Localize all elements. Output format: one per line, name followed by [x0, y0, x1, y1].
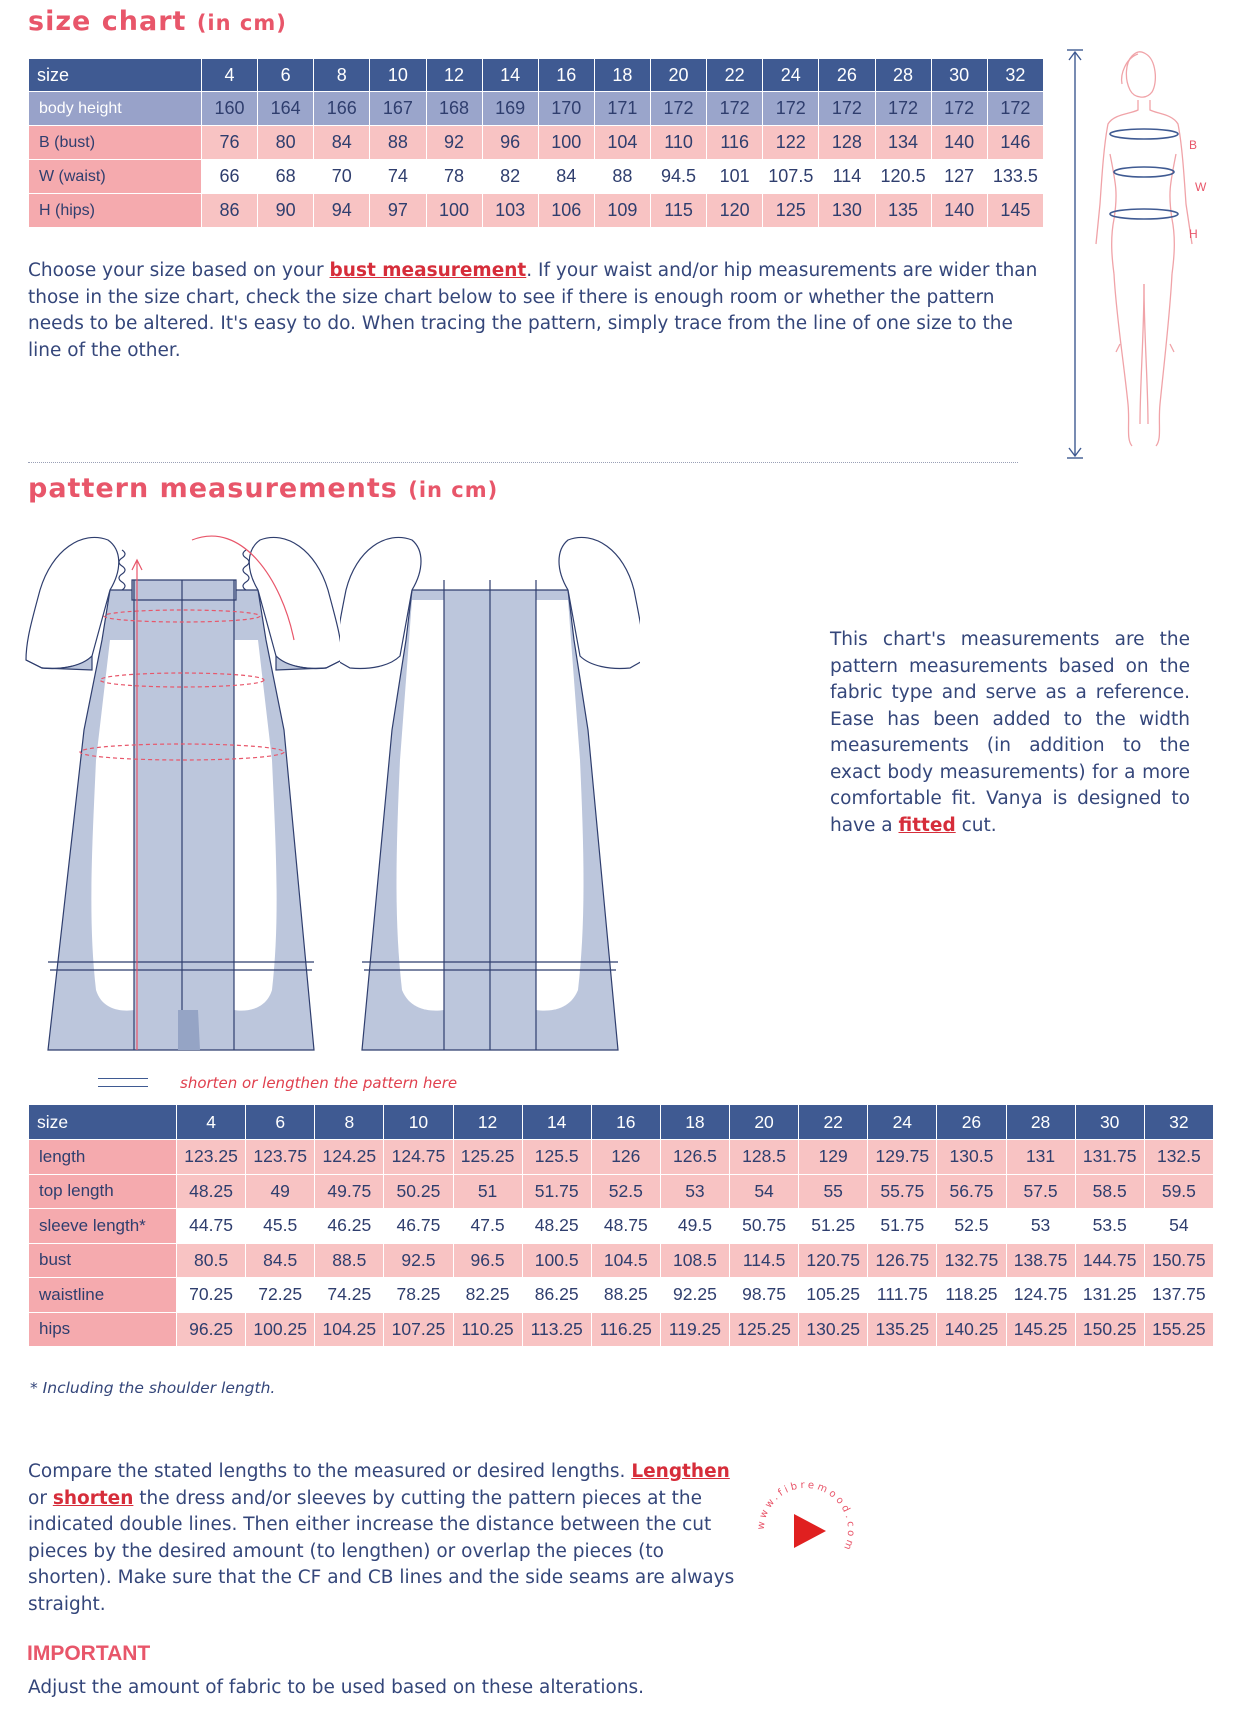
table-cell: 114	[819, 160, 875, 194]
table-cell: 130.5	[937, 1140, 1006, 1175]
table-cell: 135	[875, 194, 931, 228]
table-cell: 53	[660, 1174, 729, 1209]
table-cell: 104	[594, 126, 650, 160]
fitted-link[interactable]: fitted	[898, 814, 956, 836]
row-label: W (waist)	[29, 160, 202, 194]
table-cell: 172	[931, 92, 987, 126]
size-chart-title: size chart (in cm)	[28, 6, 287, 37]
dress-back-illustration	[340, 520, 640, 1060]
pattern-size-4: 4	[177, 1105, 246, 1140]
pattern-row-sleeve-length	[29, 1209, 1214, 1244]
row-label: top length	[29, 1174, 177, 1209]
row-label: body height	[29, 92, 202, 126]
table-cell: 92.5	[384, 1243, 453, 1278]
size-chart-size-32: 32	[987, 59, 1043, 92]
table-cell: 120	[707, 194, 763, 228]
table-cell: 131	[1006, 1140, 1075, 1175]
table-cell: 92.25	[660, 1278, 729, 1313]
table-cell: 98.75	[730, 1278, 799, 1313]
table-cell: 170	[538, 92, 594, 126]
table-cell: 135.25	[868, 1312, 937, 1347]
table-cell: 90	[258, 194, 314, 228]
row-label: bust	[29, 1243, 177, 1278]
table-cell: 51.25	[799, 1209, 868, 1244]
table-cell: 134	[875, 126, 931, 160]
table-cell: 144.75	[1075, 1243, 1144, 1278]
size-chart-size-20: 20	[651, 59, 707, 92]
table-cell: 100	[538, 126, 594, 160]
table-cell: 57.5	[1006, 1174, 1075, 1209]
table-cell: 51	[453, 1174, 522, 1209]
pattern-unit: (in cm)	[408, 478, 499, 502]
table-cell: 114.5	[730, 1243, 799, 1278]
table-cell: 101	[707, 160, 763, 194]
pattern-size-12: 12	[453, 1105, 522, 1140]
size-chart-size-30: 30	[931, 59, 987, 92]
table-cell: 167	[370, 92, 426, 126]
table-cell: 100.5	[522, 1243, 591, 1278]
row-label: length	[29, 1140, 177, 1175]
table-cell: 46.75	[384, 1209, 453, 1244]
pattern-row-top-length	[29, 1174, 1214, 1209]
pattern-row-length	[29, 1140, 1214, 1175]
table-cell: 80.5	[177, 1243, 246, 1278]
table-cell: 70	[314, 160, 370, 194]
table-cell: 44.75	[177, 1209, 246, 1244]
pattern-size-28: 28	[1006, 1105, 1075, 1140]
figure-label-bust: B	[1189, 138, 1198, 152]
table-cell: 122	[763, 126, 819, 160]
table-cell: 125.25	[730, 1312, 799, 1347]
double-line-icon	[98, 1078, 148, 1087]
table-cell: 66	[202, 160, 258, 194]
table-cell: 118.25	[937, 1278, 1006, 1313]
table-cell: 128.5	[730, 1140, 799, 1175]
size-chart-size-22: 22	[707, 59, 763, 92]
pattern-size-32: 32	[1144, 1105, 1213, 1140]
table-cell: 107.25	[384, 1312, 453, 1347]
table-cell: 59.5	[1144, 1174, 1213, 1209]
size-chart-size-24: 24	[763, 59, 819, 92]
table-cell: 76	[202, 126, 258, 160]
table-cell: 47.5	[453, 1209, 522, 1244]
pattern-header-row	[29, 1105, 1214, 1140]
table-cell: 172	[651, 92, 707, 126]
table-cell: 166	[314, 92, 370, 126]
table-cell: 145	[987, 194, 1043, 228]
bust-measurement-link[interactable]: bust measurement	[329, 260, 527, 281]
important-text: Adjust the amount of fabric to be used based on these alterations.	[28, 1677, 645, 1698]
size-chart-row-body-height	[29, 92, 1044, 126]
table-cell: 131.75	[1075, 1140, 1144, 1175]
table-cell: 100.25	[246, 1312, 315, 1347]
table-cell: 107.5	[763, 160, 819, 194]
table-cell: 96.5	[453, 1243, 522, 1278]
table-cell: 51.75	[868, 1209, 937, 1244]
pattern-measurements-table	[28, 1104, 1214, 1347]
table-cell: 86	[202, 194, 258, 228]
row-label: hips	[29, 1312, 177, 1347]
size-chart-row-b-bust	[29, 126, 1044, 160]
table-cell: 128	[819, 126, 875, 160]
table-cell: 82	[482, 160, 538, 194]
table-cell: 124.25	[315, 1140, 384, 1175]
table-cell: 52.5	[937, 1209, 1006, 1244]
table-cell: 45.5	[246, 1209, 315, 1244]
size-chart-size-12: 12	[426, 59, 482, 92]
table-cell: 54	[730, 1174, 799, 1209]
pattern-explanation: This chart's measurements are the pattern measurements based on the fabric type and serve as a reference. Ease has been added to the width measurements (in addition to the exact body measurements) for a more comfortable fit. Vanya is designed to have a fitted cut.	[830, 629, 1190, 836]
size-chart-size-14: 14	[482, 59, 538, 92]
fibremood-logo	[746, 1470, 866, 1590]
measure-lines	[1110, 129, 1178, 219]
table-cell: 116	[707, 126, 763, 160]
table-cell: 94.5	[651, 160, 707, 194]
table-cell: 172	[875, 92, 931, 126]
size-chart-row-h-hips	[29, 194, 1044, 228]
table-cell: 132.5	[1144, 1140, 1213, 1175]
table-cell: 160	[202, 92, 258, 126]
table-cell: 94	[314, 194, 370, 228]
size-chart-size-26: 26	[819, 59, 875, 92]
size-header-label: size	[29, 59, 202, 92]
table-cell: 103	[482, 194, 538, 228]
table-cell: 172	[987, 92, 1043, 126]
compare-paragraph: Compare the stated lengths to the measured or desired lengths. Lengthen or shorten the dress and/or sleeves by cutting the pattern pieces at the indicated double lines. Then either increase the distance between the cut pieces by the desired amount (to lengthen) or overlap the pieces (to shorten). Make sure that the CF and CB lines and the side seams are always straight.	[28, 1461, 735, 1615]
table-cell: 145.25	[1006, 1312, 1075, 1347]
table-cell: 104.5	[591, 1243, 660, 1278]
table-cell: 49.5	[660, 1209, 729, 1244]
table-cell: 105.25	[799, 1278, 868, 1313]
table-cell: 56.75	[937, 1174, 1006, 1209]
table-cell: 155.25	[1144, 1312, 1213, 1347]
table-cell: 48.25	[177, 1174, 246, 1209]
pattern-title: pattern measurements (in cm)	[28, 473, 499, 504]
table-cell: 70.25	[177, 1278, 246, 1313]
pattern-size-18: 18	[660, 1105, 729, 1140]
table-cell: 74	[370, 160, 426, 194]
table-cell: 124.75	[1006, 1278, 1075, 1313]
pattern-row-hips	[29, 1312, 1214, 1347]
table-cell: 126.5	[660, 1140, 729, 1175]
table-cell: 126.75	[868, 1243, 937, 1278]
table-cell: 125.5	[522, 1140, 591, 1175]
table-cell: 150.75	[1144, 1243, 1213, 1278]
row-label: B (bust)	[29, 126, 202, 160]
table-cell: 125	[763, 194, 819, 228]
height-arrow	[1067, 50, 1083, 458]
table-cell: 140	[931, 126, 987, 160]
table-cell: 97	[370, 194, 426, 228]
table-cell: 123.75	[246, 1140, 315, 1175]
size-chart-unit: (in cm)	[196, 11, 287, 35]
table-cell: 80	[258, 126, 314, 160]
table-cell: 72.25	[246, 1278, 315, 1313]
table-cell: 96	[482, 126, 538, 160]
pattern-row-waistline	[29, 1278, 1214, 1313]
table-cell: 58.5	[1075, 1174, 1144, 1209]
table-cell: 50.25	[384, 1174, 453, 1209]
table-cell: 55.75	[868, 1174, 937, 1209]
table-cell: 88.25	[591, 1278, 660, 1313]
table-cell: 108.5	[660, 1243, 729, 1278]
table-cell: 164	[258, 92, 314, 126]
shorten-link[interactable]: shorten	[52, 1487, 134, 1509]
table-cell: 104.25	[315, 1312, 384, 1347]
table-cell: 96.25	[177, 1312, 246, 1347]
pattern-size-6: 6	[246, 1105, 315, 1140]
table-cell: 82.25	[453, 1278, 522, 1313]
row-label: waistline	[29, 1278, 177, 1313]
pattern-row-bust	[29, 1243, 1214, 1278]
table-cell: 123.25	[177, 1140, 246, 1175]
size-chart-size-28: 28	[875, 59, 931, 92]
intro-paragraph: Choose your size based on your bust measurement. If your waist and/or hip measurements are wider than those in the size chart, check the size chart below to see if there is enough room or whether the pattern needs to be altered. It's easy to do. When tracing the pattern, simply trace from the line of one size to the line of the other.	[28, 260, 1038, 361]
lengthen-link[interactable]: Lengthen	[631, 1461, 730, 1482]
table-cell: 140.25	[937, 1312, 1006, 1347]
table-cell: 78	[426, 160, 482, 194]
table-cell: 106	[538, 194, 594, 228]
dress-front-illustration	[22, 520, 342, 1060]
figure-label-waist: W	[1195, 180, 1207, 194]
table-cell: 84	[314, 126, 370, 160]
table-cell: 115	[651, 194, 707, 228]
table-cell: 126	[591, 1140, 660, 1175]
table-cell: 51.75	[522, 1174, 591, 1209]
table-cell: 129	[799, 1140, 868, 1175]
table-cell: 168	[426, 92, 482, 126]
sleeve-footnote: * Including the shoulder length.	[30, 1379, 276, 1397]
table-cell: 171	[594, 92, 650, 126]
table-cell: 130	[819, 194, 875, 228]
table-cell: 150.25	[1075, 1312, 1144, 1347]
table-cell: 172	[707, 92, 763, 126]
size-chart-row-w-waist	[29, 160, 1044, 194]
size-chart-size-8: 8	[314, 59, 370, 92]
row-label: H (hips)	[29, 194, 202, 228]
size-chart-size-18: 18	[594, 59, 650, 92]
table-cell: 88	[370, 126, 426, 160]
table-cell: 53.5	[1075, 1209, 1144, 1244]
pattern-size-14: 14	[522, 1105, 591, 1140]
table-cell: 88.5	[315, 1243, 384, 1278]
size-header-row	[29, 59, 1044, 92]
size-chart-table	[28, 58, 1044, 228]
size-chart-size-6: 6	[258, 59, 314, 92]
table-cell: 132.75	[937, 1243, 1006, 1278]
table-cell: 110	[651, 126, 707, 160]
table-cell: 84.5	[246, 1243, 315, 1278]
table-cell: 113.25	[522, 1312, 591, 1347]
table-cell: 133.5	[987, 160, 1043, 194]
table-cell: 88	[594, 160, 650, 194]
table-cell: 53	[1006, 1209, 1075, 1244]
table-cell: 86.25	[522, 1278, 591, 1313]
play-icon	[794, 1514, 826, 1548]
table-cell: 125.25	[453, 1140, 522, 1175]
table-cell: 49	[246, 1174, 315, 1209]
table-cell: 78.25	[384, 1278, 453, 1313]
table-cell: 172	[819, 92, 875, 126]
pattern-size-10: 10	[384, 1105, 453, 1140]
table-cell: 68	[258, 160, 314, 194]
pattern-size-22: 22	[799, 1105, 868, 1140]
table-cell: 140	[931, 194, 987, 228]
table-cell: 109	[594, 194, 650, 228]
table-cell: 116.25	[591, 1312, 660, 1347]
pattern-size-16: 16	[591, 1105, 660, 1140]
table-cell: 172	[763, 92, 819, 126]
table-cell: 120.5	[875, 160, 931, 194]
section-divider	[28, 462, 1018, 463]
body-figure	[1060, 44, 1230, 464]
table-cell: 110.25	[453, 1312, 522, 1347]
table-cell: 137.75	[1144, 1278, 1213, 1313]
table-cell: 55	[799, 1174, 868, 1209]
table-cell: 138.75	[1006, 1243, 1075, 1278]
pattern-size-26: 26	[937, 1105, 1006, 1140]
important-heading: IMPORTANT	[27, 1642, 151, 1665]
table-cell: 130.25	[799, 1312, 868, 1347]
size-chart-size-4: 4	[202, 59, 258, 92]
pattern-size-24: 24	[868, 1105, 937, 1140]
pattern-header-label: size	[29, 1105, 177, 1140]
table-cell: 127	[931, 160, 987, 194]
svg-text:www.fibremood.com: www.fibremood.com	[755, 1479, 857, 1554]
pattern-size-30: 30	[1075, 1105, 1144, 1140]
table-cell: 119.25	[660, 1312, 729, 1347]
pattern-size-8: 8	[315, 1105, 384, 1140]
size-chart-size-16: 16	[538, 59, 594, 92]
table-cell: 48.75	[591, 1209, 660, 1244]
size-chart-size-10: 10	[370, 59, 426, 92]
table-cell: 111.75	[868, 1278, 937, 1313]
table-cell: 48.25	[522, 1209, 591, 1244]
table-cell: 74.25	[315, 1278, 384, 1313]
table-cell: 124.75	[384, 1140, 453, 1175]
table-cell: 46.25	[315, 1209, 384, 1244]
shorten-note: shorten or lengthen the pattern here	[180, 1074, 458, 1092]
table-cell: 100	[426, 194, 482, 228]
table-cell: 131.25	[1075, 1278, 1144, 1313]
table-cell: 169	[482, 92, 538, 126]
pattern-size-20: 20	[730, 1105, 799, 1140]
body-outline	[1096, 52, 1192, 446]
table-cell: 50.75	[730, 1209, 799, 1244]
row-label: sleeve length*	[29, 1209, 177, 1244]
table-cell: 129.75	[868, 1140, 937, 1175]
table-cell: 92	[426, 126, 482, 160]
table-cell: 49.75	[315, 1174, 384, 1209]
table-cell: 120.75	[799, 1243, 868, 1278]
table-cell: 146	[987, 126, 1043, 160]
table-cell: 84	[538, 160, 594, 194]
table-cell: 54	[1144, 1209, 1213, 1244]
table-cell: 52.5	[591, 1174, 660, 1209]
figure-label-hips: H	[1189, 227, 1198, 241]
